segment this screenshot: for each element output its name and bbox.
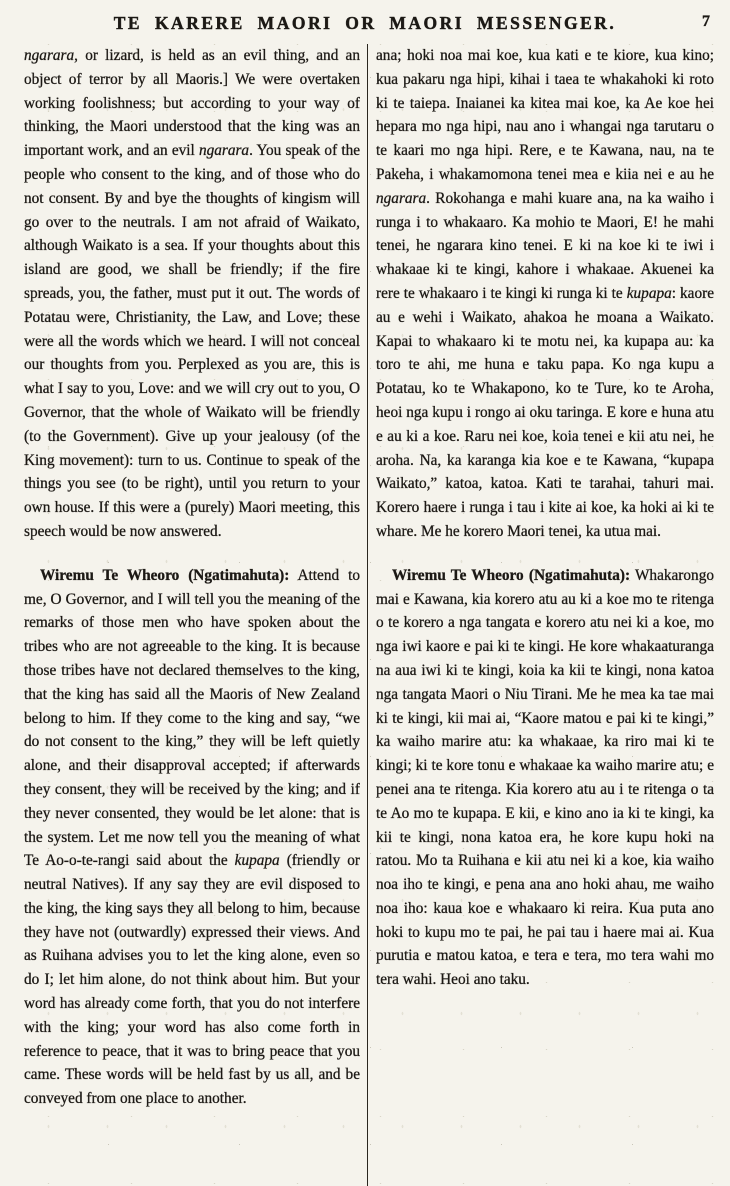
english-column xyxy=(24,44,360,1186)
text-segment: ana; hoki noa mai koe, kua kati e te kiore, kua kino; kua pakaru nga hipi, kihai i taea te whakahoki ki roto ki te taiepa. Inaianei ka kitea mai koe, ka Ae koe hei hepara mo nga hipi, nau ano i whangai nga tarutaru o te kaari mo nga hipi. Rere, e te Kawana, nau, na te Pakeha, i whakamomona tenei mea e kiia nei e au he xyxy=(376,47,714,183)
column-divider-rule xyxy=(367,44,368,1186)
maori-column xyxy=(376,44,714,1186)
text-segment: Wiremu Te Wheoro (Ngatimahuta): xyxy=(40,566,290,584)
paragraph xyxy=(376,564,714,992)
paragraph xyxy=(24,564,360,1111)
text-segment: . Rokohanga e mahi kuare ana, na ka waiho i runga i to whakaaro. Ka mohio te Maori, E! he mahi tenei, he ngarara kino tenei. E ki na koe ki te iwi i whakaae ki te kingi, kahore i whakaae. Akuenei ka rere te whakaaro i te kingi ki runga ki te xyxy=(376,189,714,302)
text-segment: . You speak of the people who consent to the king, and of those who do not consent. By and bye the thoughts of kingism will go over to the neutrals. I am not afraid of Waikato, although Waikato is a sea. If your thoughts about this island are good, we shall be friendly; if the fire spreads, you, the father, must put it out. The words of Potatau were, Christianity, the Law, and Love; these were all the words which we heard. I will not conceal our thoughts from you. Perplexed as you are, this is what I say to you, Love: and we will cry out to you, O Governor, that the whole of Waikato will be friendly (to the Government). Give up your jealousy (of the King movement): turn to us. Continue to speak of the things you see (to be right), until you return to your own house. If this were a (purely) Maori meeting, this speech would be now answered. xyxy=(24,142,360,540)
text-segment: , or lizard, is held as an evil thing, and an object of terror by all Maoris.] We were overtaken working foolishness; but according to your way of thinking, the Maori understood that the king was an important work, and an evil xyxy=(24,47,360,160)
text-segment: ngarara xyxy=(198,142,250,160)
text-segment: ngarara xyxy=(24,47,75,64)
text-segment: kupapa xyxy=(626,284,672,302)
page-number: 7 xyxy=(702,13,710,30)
text-segment: ngarara xyxy=(376,189,427,207)
text-segment: (friendly or neutral Natives). If any say they are evil disposed to the king, the king says they all belong to him, because they have not (outwardly) expressed their views. And as Ruihana advises you to let the king alone, even so do I; let him alone, do not think about him. But your word has already come forth, that you do not interfere with the king; your word has also come forth in reference to peace, that it was to bring peace that you came. These words will be held fast by us all, and be conveyed from one place to another. xyxy=(24,852,360,1108)
paragraph xyxy=(376,44,714,544)
paragraph xyxy=(24,44,360,544)
text-segment: Whakarongo mai e Kawana, kia korero atu au ki a koe mo te ritenga o te korero a nga tangata e korero atu nei ki a koe, mo nga iwi kaore e pai ki te kingi. He kore whakaaturanga na aua iwi ki te kingi, koia ka kii te kingi, nona katoa nga tangata Maori o Niu Tirani. Me he mea ka tae mai ki te kingi, kii mai ai, “Kaore matou e pai ki te kingi,” ka waiho marire atu: ka whakaae, ka riro mai ki te kingi; ki te kore tonu e whakaae ka waiho marire atu; e penei ana te ritenga. Kia korero atu au i te ritenga o ta te Ao mo te kupapa. E kii, e kino ano ia ki te kingi, ka kii te kingi, nona katoa era, he kore kupu hoki na ratou. Mo ta Ruihana e kii atu nei ki a koe, kia waiho noa iho te kingi, e pena ana ano hoki ahau, me waiho noa iho: kaua koe e whakaaro ki reira. Kua puta ano hoki to kupu mo te pai, he pai tau i haere mai ai. Kua purutia e matou katoa, e tera e tera, mo tera wahi mo tera wahi. Heoi ano taku. xyxy=(376,566,714,989)
page-header xyxy=(0,0,730,40)
text-segment: Wiremu Te Wheoro (Ngatimahuta): xyxy=(392,566,631,584)
text-segment: kupapa xyxy=(234,852,280,870)
content-columns xyxy=(0,40,730,1186)
text-segment: : kaore au e wehi i Waikato, ahakoa he moana a Waikato. Kapai to whakaaro ki te motu nei, ka kupapa au: ka toro te ahi, me huna e taku papa. Ko nga kupu a Potatau, ko te Whakapono, ko te Ture, ko te Aroha, heoi nga kupu i rongo ai oku taringa. E kore e huna atu e au ki a koe. Raru nei koe, koia tenei e kii atu nei, he aroha. Na, ka karanga kia koe e te Kawana, “kupapa Waikato,” katoa, katoa. Kati te tarahai, tahuri mai. Korero haere i runga i tau i kite ai koe, ka hoki ai ki te whare. Me he korero Maori tenei, ka utua mai. xyxy=(376,284,714,540)
page-title: TE KARERE MAORI OR MAORI MESSENGER. xyxy=(113,13,617,33)
text-segment: Attend to me, O Governor, and I will tell you the meaning of the remarks of those men who have spoken about the tribes who are not agreeable to the king. It is because those tribes have not declared themselves to the king, that the king has said all the Maoris of New Zealand belong to him. If they come to the king and say, “we do not consent to the king,” they will be left quietly alone, and their disapproval accepted; if afterwards they consent, they will be received by the king; and if they never consented, they would be let alone: that is the system. Let me now tell you the meaning of what Te Ao-o-te-rangi said about the xyxy=(24,566,360,870)
